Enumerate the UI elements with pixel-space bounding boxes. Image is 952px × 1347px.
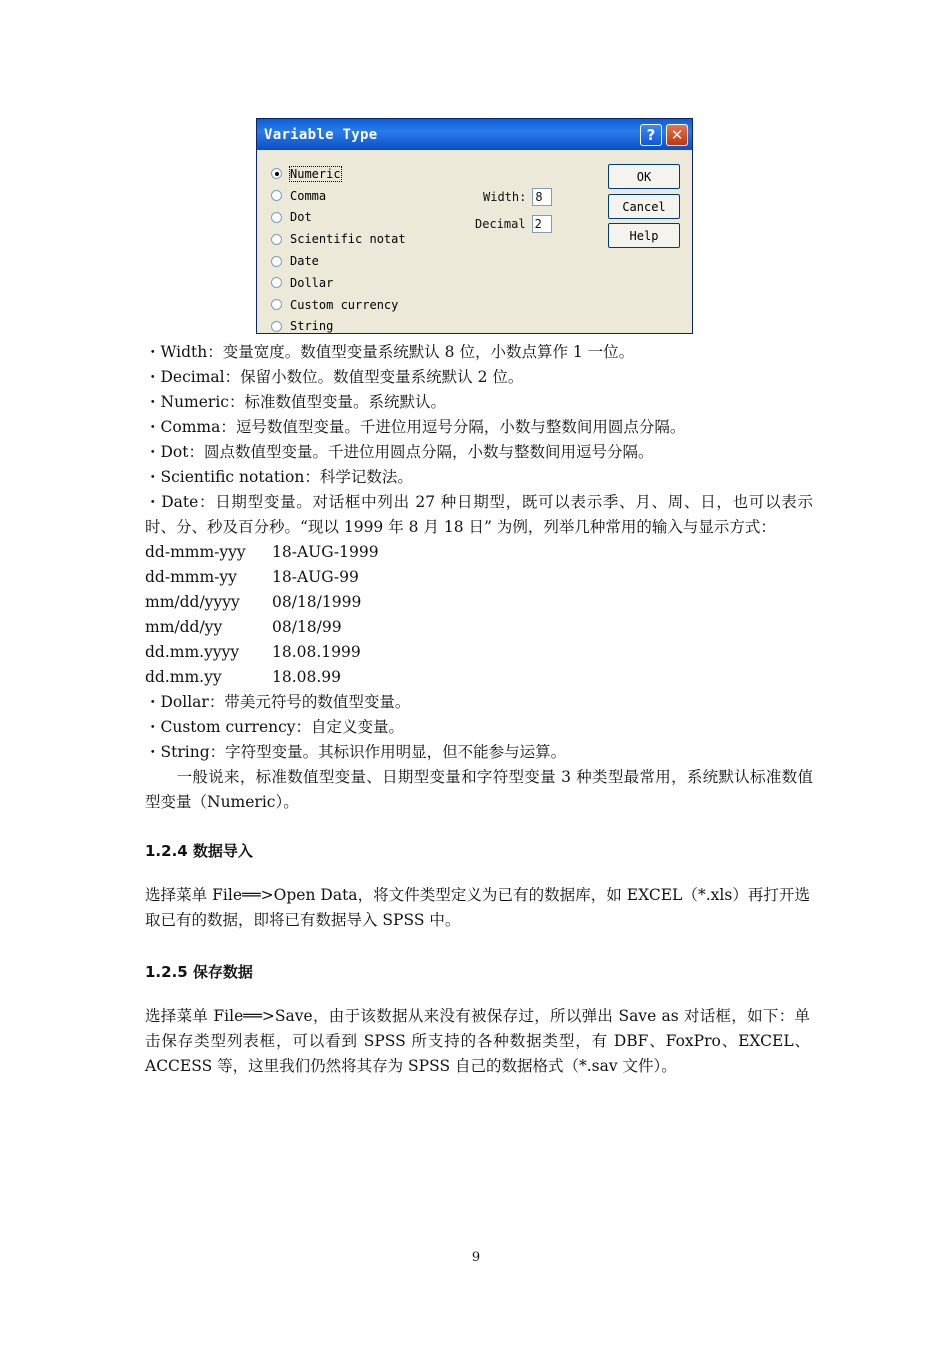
date-format: mm/dd/yy bbox=[145, 618, 223, 636]
ok-button[interactable]: OK bbox=[608, 164, 680, 189]
bullet-decimal: ・Decimal：保留小数位。数值型变量系统默认 2 位。 bbox=[145, 368, 524, 386]
date-example: 08/18/1999 bbox=[272, 593, 362, 611]
summary-paragraph: 一般说来，标准数值型变量、日期型变量和字符型变量 3 种类型最常用，系统默认标准数值型变量（Numeric）。 bbox=[145, 768, 813, 811]
bullet-numeric: ・Numeric：标准数值型变量。系统默认。 bbox=[145, 393, 446, 411]
date-format: mm/dd/yyyy bbox=[145, 593, 240, 611]
date-example: 18.08.1999 bbox=[272, 643, 361, 661]
bullet-comma: ・Comma：逗号数值型变量。千进位用逗号分隔，小数与整数间用圆点分隔。 bbox=[145, 418, 686, 436]
bullet-string: ・String：字符型变量。其标识作用明显，但不能参与运算。 bbox=[145, 743, 567, 761]
close-icon[interactable]: ✕ bbox=[666, 124, 688, 146]
dialog-title: Variable Type bbox=[264, 126, 378, 143]
help-button[interactable]: Help bbox=[608, 223, 680, 248]
date-format-row bbox=[145, 565, 813, 590]
help-icon[interactable]: ? bbox=[640, 124, 662, 146]
radio-dollar[interactable] bbox=[271, 272, 406, 294]
radio-label: Dollar bbox=[290, 275, 334, 290]
date-format: dd.mm.yyyy bbox=[145, 643, 240, 661]
width-row bbox=[483, 188, 552, 206]
radio-checked-icon[interactable] bbox=[271, 168, 282, 179]
section-body-save-data: 选择菜单 File══>Save，由于该数据从来没有被保存过，所以弹出 Save as 对话框，如下：单击保存类型列表框，可以看到 SPSS 所支持的各种数据类型，有 DBF、FoxPro、EXCEL、ACCESS 等，这里我们仍然将其存为 SPSS 自己的数据格式（*.sav 文件）。 bbox=[145, 1007, 810, 1075]
date-format: dd-mmm-yyy bbox=[145, 543, 246, 561]
date-example: 18-AUG-99 bbox=[272, 568, 359, 586]
bullet-width: ・Width：变量宽度。数值型变量系统默认 8 位，小数点算作 1 一位。 bbox=[145, 343, 635, 361]
bullet-custom-currency: ・Custom currency：自定义变量。 bbox=[145, 718, 405, 736]
date-format-row bbox=[145, 540, 813, 565]
radio-icon[interactable] bbox=[271, 190, 282, 201]
type-radio-group bbox=[271, 163, 406, 337]
section-body-data-import: 选择菜单 File══>Open Data，将文件类型定义为已有的数据库，如 EXCEL（*.xls）再打开选取已有的数据，即将已有数据导入 SPSS 中。 bbox=[145, 886, 810, 929]
radio-scientific[interactable] bbox=[271, 228, 406, 250]
radio-icon[interactable] bbox=[271, 234, 282, 245]
decimal-label: Decimal bbox=[475, 217, 526, 231]
cancel-button[interactable]: Cancel bbox=[608, 194, 680, 219]
radio-label: Date bbox=[290, 254, 319, 269]
width-label: Width: bbox=[483, 190, 527, 204]
radio-icon[interactable] bbox=[271, 256, 282, 267]
radio-icon[interactable] bbox=[271, 277, 282, 288]
radio-label: String bbox=[290, 319, 334, 334]
date-format-row bbox=[145, 665, 813, 690]
decimal-row bbox=[475, 215, 552, 233]
decimal-input[interactable]: 2 bbox=[532, 215, 552, 233]
date-example: 08/18/99 bbox=[272, 618, 342, 636]
radio-label: Dot bbox=[290, 210, 312, 225]
radio-label: Custom currency bbox=[290, 297, 399, 312]
bullet-date: ・Date：日期型变量。对话框中列出 27 种日期型，既可以表示季、月、周、日，也可以表示时、分、秒及百分秒。“现以 1999 年 8 月 18 日” 为例，列举几种常用的输入与显示方式： bbox=[145, 493, 813, 536]
radio-string[interactable] bbox=[271, 316, 406, 338]
width-input[interactable]: 8 bbox=[532, 188, 552, 206]
date-format: dd.mm.yy bbox=[145, 668, 222, 686]
radio-icon[interactable] bbox=[271, 212, 282, 223]
radio-icon[interactable] bbox=[271, 299, 282, 310]
date-format: dd-mmm-yy bbox=[145, 568, 237, 586]
date-format-row bbox=[145, 590, 813, 615]
radio-dot[interactable] bbox=[271, 207, 406, 229]
section-heading-data-import: 1.2.4 数据导入 bbox=[145, 842, 253, 860]
radio-label: Scientific notat bbox=[290, 232, 406, 247]
bullet-dot: ・Dot：圆点数值型变量。千进位用圆点分隔，小数与整数间用逗号分隔。 bbox=[145, 443, 654, 461]
radio-label: Comma bbox=[290, 188, 327, 203]
page-number: 9 bbox=[471, 1250, 481, 1265]
date-format-row bbox=[145, 640, 813, 665]
dialog-title-bar[interactable] bbox=[257, 119, 692, 150]
radio-comma[interactable] bbox=[271, 185, 406, 207]
date-example: 18-AUG-1999 bbox=[272, 543, 379, 561]
date-example: 18.08.99 bbox=[272, 668, 342, 686]
bullet-scientific: ・Scientific notation：科学记数法。 bbox=[145, 468, 413, 486]
variable-type-dialog bbox=[256, 118, 693, 334]
date-format-row bbox=[145, 615, 813, 640]
variable-type-notes bbox=[145, 340, 813, 815]
radio-icon[interactable] bbox=[271, 321, 282, 332]
radio-date[interactable] bbox=[271, 250, 406, 272]
section-heading-save-data: 1.2.5 保存数据 bbox=[145, 963, 253, 981]
radio-numeric[interactable] bbox=[271, 163, 406, 185]
bullet-dollar: ・Dollar：带美元符号的数值型变量。 bbox=[145, 693, 411, 711]
radio-custom-currency[interactable] bbox=[271, 294, 406, 316]
radio-label: Numeric bbox=[290, 166, 341, 181]
